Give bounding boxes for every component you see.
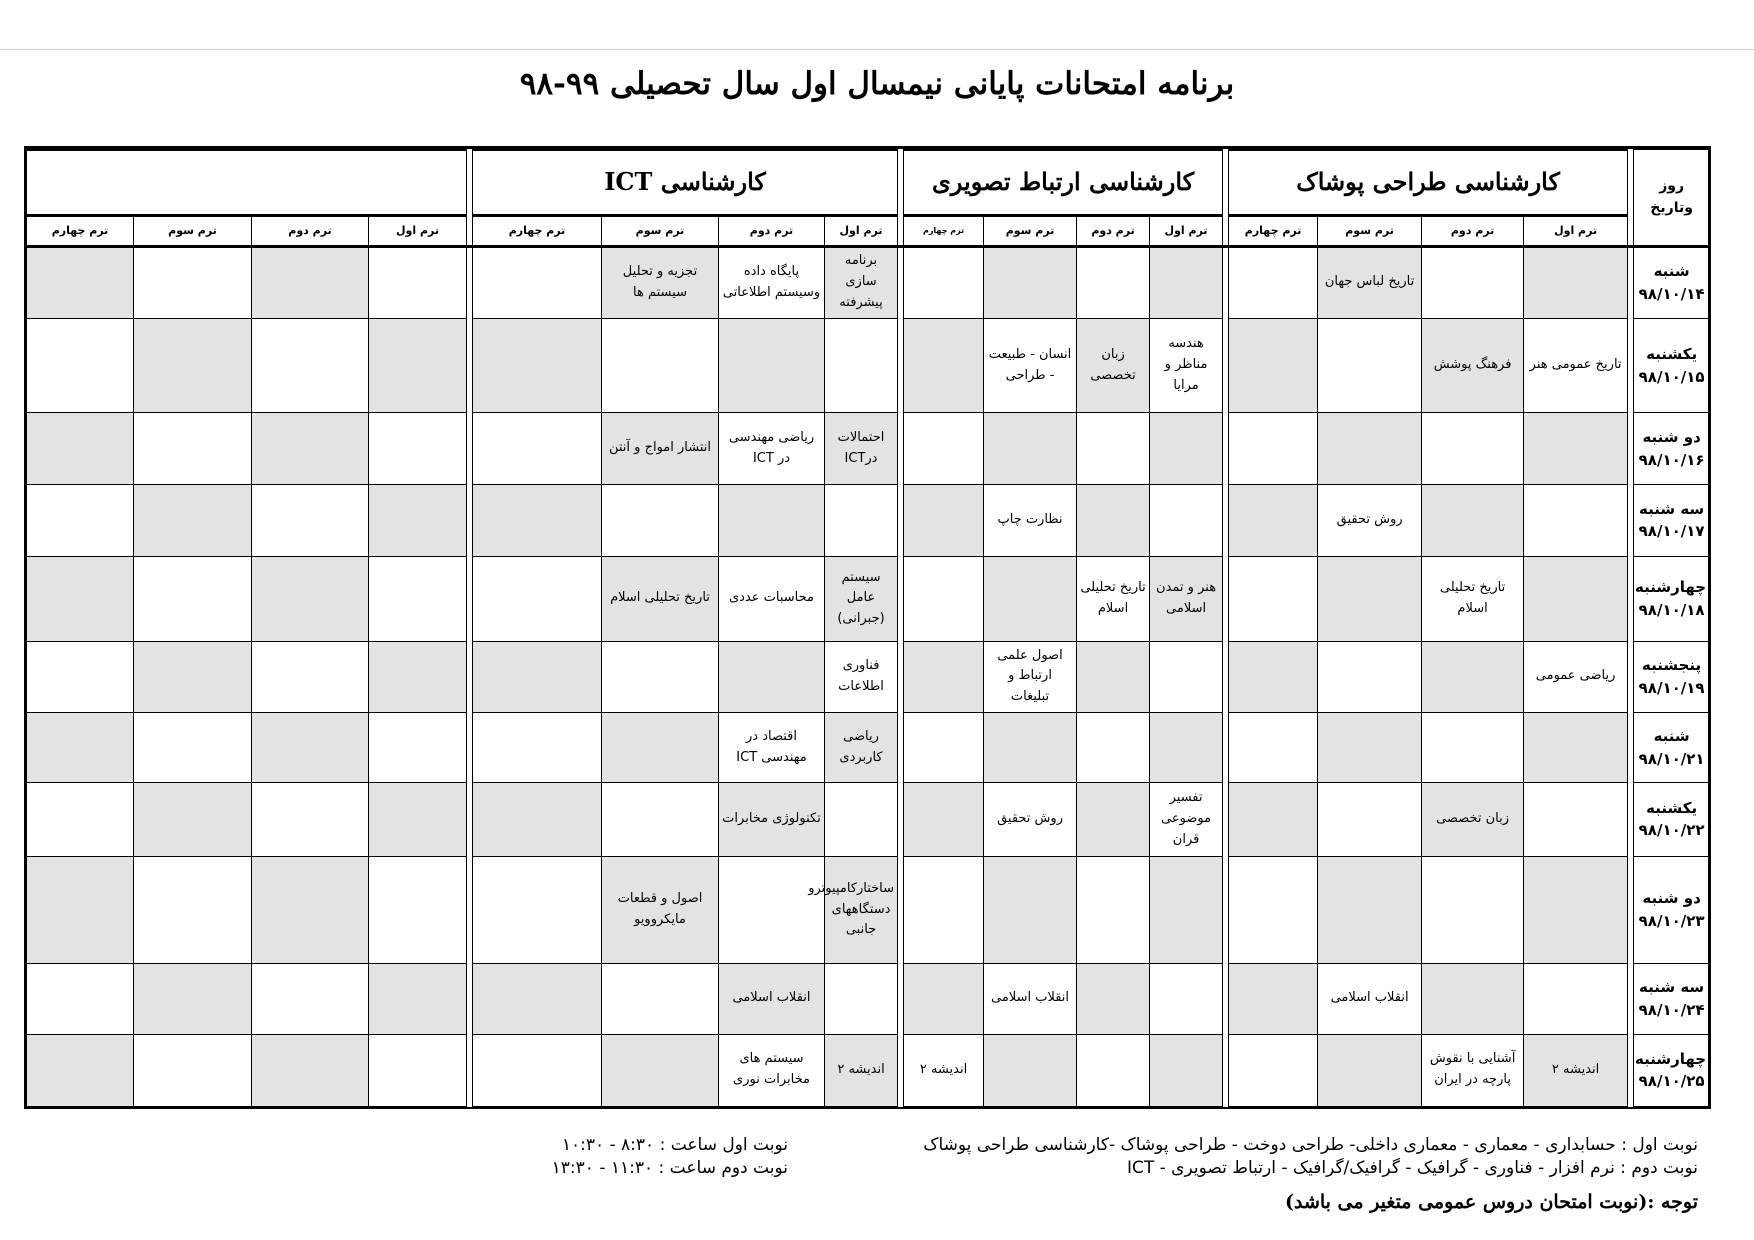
term-header: ترم دوم: [1422, 216, 1524, 246]
exam-cell: [904, 783, 984, 856]
exam-cell: [134, 484, 252, 556]
exam-cell: زبان تخصصی: [1422, 783, 1524, 856]
exam-cell: [904, 856, 984, 964]
exam-cell: انقلاب اسلامی: [719, 964, 825, 1034]
term-header: ترم اول: [1150, 216, 1223, 246]
exam-cell: [473, 1034, 602, 1106]
exam-cell: [1229, 641, 1318, 712]
shift-times-note: [552, 1134, 788, 1180]
exam-cell: [252, 641, 369, 712]
exam-cell: [1229, 484, 1318, 556]
exam-cell: [252, 413, 369, 484]
day-name: یکشنبه: [1646, 798, 1698, 817]
day-name: یکشنبه: [1646, 345, 1698, 364]
exam-cell: [1524, 246, 1628, 318]
exam-cell: [369, 1034, 467, 1106]
exam-cell: برنامه سازی پیشرفته: [825, 246, 898, 318]
exam-cell: فرهنگ پوشش: [1422, 318, 1524, 412]
exam-cell: [134, 413, 252, 484]
exam-cell: [1229, 712, 1318, 782]
exam-cell: [1229, 856, 1318, 964]
exam-cell: سیستم های مخابرات نوری: [719, 1034, 825, 1106]
exam-cell: ساختارکامپیوترو دستگاههای جانبی: [825, 856, 898, 964]
exam-date: ۹۸/۱۰/۲۵: [1638, 1072, 1705, 1091]
exam-cell: [473, 641, 602, 712]
exam-cell: [1318, 413, 1422, 484]
exam-cell: انقلاب اسلامی: [1318, 964, 1422, 1034]
exam-cell: [473, 712, 602, 782]
exam-cell: [825, 783, 898, 856]
exam-date: ۹۸/۱۰/۱۸: [1638, 600, 1705, 619]
day-name: پنجشنبه: [1642, 656, 1702, 675]
exam-cell: [904, 712, 984, 782]
exam-date: ۹۸/۱۰/۱۴: [1638, 284, 1705, 303]
day-name: سه شنبه: [1639, 499, 1705, 518]
exam-cell: فناوری اطلاعات: [825, 641, 898, 712]
exam-cell: [1077, 246, 1150, 318]
exam-cell: انتشار امواج و آنتن: [602, 413, 719, 484]
exam-date: ۹۸/۱۰/۲۲: [1638, 821, 1705, 840]
exam-cell: [1422, 484, 1524, 556]
exam-cell: [602, 964, 719, 1034]
program-header-4: [27, 150, 467, 216]
exam-cell: [369, 413, 467, 484]
exam-cell: [1318, 783, 1422, 856]
exam-cell: [1150, 964, 1223, 1034]
exam-cell: [1150, 246, 1223, 318]
exam-cell: [473, 413, 602, 484]
exam-cell: [602, 783, 719, 856]
exam-cell: [904, 641, 984, 712]
exam-cell: [1318, 318, 1422, 412]
exam-cell: [1524, 964, 1628, 1034]
exam-cell: [825, 964, 898, 1034]
exam-cell: [1318, 856, 1422, 964]
exam-cell: [984, 246, 1077, 318]
exam-cell: [1524, 413, 1628, 484]
term-header: ترم اول: [1524, 216, 1628, 246]
exam-cell: تاریخ لباس جهان: [1318, 246, 1422, 318]
exam-cell: احتمالات درICT: [825, 413, 898, 484]
exam-cell: [984, 1034, 1077, 1106]
exam-cell: [473, 856, 602, 964]
exam-cell: [1077, 484, 1150, 556]
term-header: ترم اول: [825, 216, 898, 246]
exam-cell: [602, 1034, 719, 1106]
exam-cell: [134, 318, 252, 412]
day-date-cell: [1634, 641, 1710, 712]
exam-cell: [1077, 413, 1150, 484]
day-name: سه شنبه: [1639, 978, 1705, 997]
shift1-programs: نوبت اول : حسابداری - معماری - معماری داخلی- طراحی دوخت - طراحی پوشاک -کارشناسی طراحی پوشاک: [923, 1135, 1698, 1155]
exam-cell: [1150, 484, 1223, 556]
shift2-programs: نوبت دوم : نرم افزار - فناوری - گرافیک - گرافیک/گرافیک - ارتباط تصویری - ICT: [1126, 1158, 1698, 1178]
program-header-1: کارشناسی طراحی پوشاک: [1229, 150, 1628, 216]
exam-cell: تجزیه و تحلیل سیستم ها: [602, 246, 719, 318]
exam-cell: [27, 856, 134, 964]
exam-cell: روش تحقیق: [984, 783, 1077, 856]
program-header-2: کارشناسی ارتباط تصویری: [904, 150, 1223, 216]
exam-cell: [904, 484, 984, 556]
exam-cell: [1150, 712, 1223, 782]
exam-cell: [27, 964, 134, 1034]
exam-cell: [1229, 1034, 1318, 1106]
exam-cell: روش تحقیق: [1318, 484, 1422, 556]
exam-cell: [984, 856, 1077, 964]
exam-date: ۹۸/۱۰/۱۶: [1638, 450, 1705, 469]
exam-cell: [369, 318, 467, 412]
exam-cell: تاریخ تحلیلی اسلام: [1422, 557, 1524, 641]
day-date-cell: [1634, 712, 1710, 782]
exam-cell: [1077, 783, 1150, 856]
exam-cell: [719, 484, 825, 556]
program-header-3: کارشناسی ICT: [473, 150, 898, 216]
exam-schedule-table: [26, 148, 1710, 1107]
exam-cell: [602, 318, 719, 412]
exam-cell: [1318, 641, 1422, 712]
exam-cell: [1524, 783, 1628, 856]
exam-cell: [1229, 964, 1318, 1034]
attention-note: توجه :(نوبت امتحان دروس عمومی متغیر می باشد): [1284, 1191, 1698, 1213]
day-name: چهارشنبه: [1635, 578, 1707, 597]
exam-cell: اصول علمی ارتباط و تبلیغات: [984, 641, 1077, 712]
exam-cell: [1422, 712, 1524, 782]
exam-cell: سیستم عامل (جبرانی): [825, 557, 898, 641]
exam-cell: [134, 712, 252, 782]
exam-cell: [984, 413, 1077, 484]
exam-cell: [134, 557, 252, 641]
exam-cell: [252, 964, 369, 1034]
exam-cell: [1524, 557, 1628, 641]
day-date-cell: [1634, 964, 1710, 1034]
exam-cell: [1229, 246, 1318, 318]
exam-cell: [904, 413, 984, 484]
exam-cell: [1422, 641, 1524, 712]
day-name: شنبه: [1653, 727, 1690, 746]
exam-cell: اقتصاد در مهندسی ICT: [719, 712, 825, 782]
exam-cell: آشنایی با نقوش پارچه در ایران: [1422, 1034, 1524, 1106]
exam-cell: [27, 712, 134, 782]
exam-cell: [1318, 712, 1422, 782]
exam-cell: [134, 246, 252, 318]
exam-cell: [984, 712, 1077, 782]
term-header: ترم دوم: [1077, 216, 1150, 246]
exam-cell: [27, 783, 134, 856]
day-date-cell: [1634, 557, 1710, 641]
exam-cell: [825, 318, 898, 412]
exam-cell: [27, 557, 134, 641]
exam-cell: [369, 856, 467, 964]
exam-cell: [134, 1034, 252, 1106]
exam-cell: [1150, 1034, 1223, 1106]
day-name: دو شنبه: [1642, 889, 1701, 908]
exam-cell: پایگاه داده وسیستم اطلاعاتی: [719, 246, 825, 318]
exam-cell: [1422, 246, 1524, 318]
exam-cell: [473, 318, 602, 412]
day-date-cell: [1634, 783, 1710, 856]
exam-cell: ریاضی عمومی: [1524, 641, 1628, 712]
day-date-header: روز وتاریخ: [1634, 150, 1710, 247]
exam-cell: [252, 712, 369, 782]
term-header: ترم اول: [369, 216, 467, 246]
exam-cell: [1524, 856, 1628, 964]
exam-cell: [473, 246, 602, 318]
exam-cell: [719, 641, 825, 712]
term-header: ترم چهارم: [473, 216, 602, 246]
exam-cell: [252, 484, 369, 556]
exam-cell: [719, 318, 825, 412]
exam-cell: [369, 557, 467, 641]
exam-cell: [27, 318, 134, 412]
exam-cell: [134, 783, 252, 856]
exam-cell: ریاضی کاربردی: [825, 712, 898, 782]
exam-cell: [1077, 856, 1150, 964]
exam-cell: هندسه مناظر و مرایا: [1150, 318, 1223, 412]
shift-programs-note: [923, 1134, 1698, 1180]
exam-cell: [904, 964, 984, 1034]
exam-cell: [904, 318, 984, 412]
exam-cell: ریاضی مهندسی در ICT: [719, 413, 825, 484]
exam-cell: [369, 783, 467, 856]
day-name: شنبه: [1653, 262, 1690, 281]
exam-cell: [825, 484, 898, 556]
exam-cell: اندیشه ۲: [825, 1034, 898, 1106]
exam-cell: [1524, 484, 1628, 556]
exam-cell: [134, 856, 252, 964]
shift2-time: نوبت دوم ساعت : ۱۱:۳۰ - ۱۳:۳۰: [551, 1158, 788, 1178]
exam-cell: [1318, 557, 1422, 641]
exam-cell: [252, 856, 369, 964]
exam-cell: [1150, 856, 1223, 964]
term-header: ترم سوم: [1318, 216, 1422, 246]
exam-cell: [1422, 413, 1524, 484]
exam-cell: [1150, 641, 1223, 712]
term-header: ترم چهارم: [1229, 216, 1318, 246]
exam-cell: [1318, 1034, 1422, 1106]
exam-cell: انقلاب اسلامی: [984, 964, 1077, 1034]
exam-cell: [719, 856, 825, 964]
exam-cell: اندیشه ۲: [1524, 1034, 1628, 1106]
exam-cell: [27, 413, 134, 484]
exam-date: ۹۸/۱۰/۱۹: [1638, 678, 1705, 697]
exam-cell: [369, 246, 467, 318]
shift1-time: نوبت اول ساعت : ۸:۳۰ - ۱۰:۳۰: [561, 1135, 788, 1155]
exam-cell: [1150, 413, 1223, 484]
page-title: برنامه امتحانات پایانی نیمسال اول سال تحصیلی ۹۹-۹۸: [519, 66, 1235, 102]
exam-cell: [1077, 964, 1150, 1034]
day-date-cell: [1634, 413, 1710, 484]
exam-cell: [473, 484, 602, 556]
day-date-cell: [1634, 856, 1710, 964]
exam-cell: [1229, 318, 1318, 412]
exam-cell: [1077, 641, 1150, 712]
exam-cell: [134, 641, 252, 712]
exam-cell: [369, 641, 467, 712]
exam-cell: [252, 557, 369, 641]
exam-cell: [27, 641, 134, 712]
exam-cell: تاریخ تحلیلی اسلام: [602, 557, 719, 641]
exam-cell: تاریخ تحلیلی اسلام: [1077, 557, 1150, 641]
exam-cell: [369, 484, 467, 556]
day-date-cell: [1634, 484, 1710, 556]
day-date-cell: [1634, 1034, 1710, 1106]
exam-cell: [1229, 557, 1318, 641]
exam-date: ۹۸/۱۰/۱۷: [1638, 522, 1705, 541]
term-header: ترم دوم: [719, 216, 825, 246]
exam-cell: [1229, 783, 1318, 856]
exam-cell: تاریخ عمومی هنر: [1524, 318, 1628, 412]
exam-cell: [1524, 712, 1628, 782]
exam-cell: [904, 557, 984, 641]
exam-date: ۹۸/۱۰/۲۳: [1638, 911, 1705, 930]
exam-cell: [252, 246, 369, 318]
exam-cell: [473, 964, 602, 1034]
day-name: چهارشنبه: [1635, 1049, 1707, 1068]
exam-cell: [473, 783, 602, 856]
exam-cell: هنر و تمدن اسلامی: [1150, 557, 1223, 641]
exam-cell: [602, 641, 719, 712]
exam-cell: [27, 246, 134, 318]
exam-cell: [369, 712, 467, 782]
exam-cell: [252, 1034, 369, 1106]
exam-cell: [602, 484, 719, 556]
term-header: ترم چهارم: [27, 216, 134, 246]
term-header: ترم چهارم: [904, 216, 984, 246]
top-rule: [0, 49, 1754, 50]
term-header: ترم سوم: [602, 216, 719, 246]
term-header: ترم سوم: [134, 216, 252, 246]
exam-cell: [369, 964, 467, 1034]
day-date-cell: [1634, 246, 1710, 318]
exam-cell: [473, 557, 602, 641]
exam-cell: [984, 557, 1077, 641]
exam-cell: زبان تخصصی: [1077, 318, 1150, 412]
exam-cell: [27, 484, 134, 556]
exam-date: ۹۸/۱۰/۱۵: [1638, 367, 1705, 386]
exam-cell: محاسبات عددی: [719, 557, 825, 641]
exam-cell: [602, 712, 719, 782]
exam-cell: [1422, 964, 1524, 1034]
exam-cell: [252, 318, 369, 412]
day-name: دو شنبه: [1642, 428, 1701, 447]
exam-date: ۹۸/۱۰/۲۱: [1638, 749, 1705, 768]
exam-cell: [1077, 1034, 1150, 1106]
term-header: ترم دوم: [252, 216, 369, 246]
exam-date: ۹۸/۱۰/۲۴: [1638, 1000, 1705, 1019]
exam-cell: تفسیر موضوعی قران: [1150, 783, 1223, 856]
exam-cell: [1077, 712, 1150, 782]
exam-cell: نظارت چاپ: [984, 484, 1077, 556]
exam-cell: [134, 964, 252, 1034]
exam-cell: اندیشه ۲: [904, 1034, 984, 1106]
exam-cell: [904, 246, 984, 318]
exam-cell: [1422, 856, 1524, 964]
term-header: ترم سوم: [984, 216, 1077, 246]
exam-cell: تکنولوژی مخابرات: [719, 783, 825, 856]
exam-cell: [27, 1034, 134, 1106]
day-date-cell: [1634, 318, 1710, 412]
exam-cell: [252, 783, 369, 856]
exam-cell: انسان - طبیعت - طراحی: [984, 318, 1077, 412]
exam-cell: اصول و قطعات مایکروویو: [602, 856, 719, 964]
exam-cell: [1229, 413, 1318, 484]
